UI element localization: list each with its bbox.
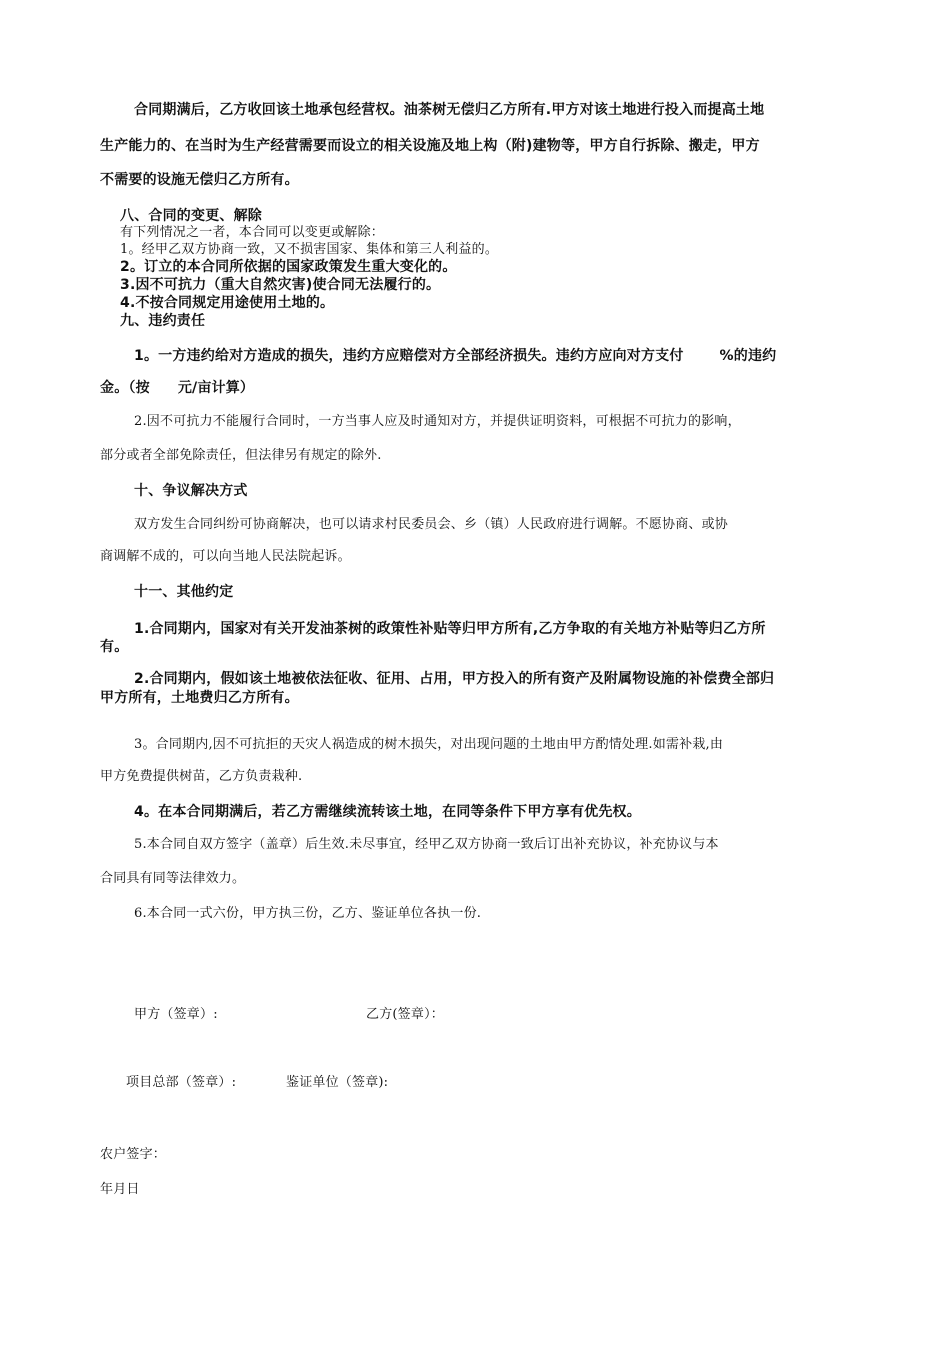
clause8-item-2: 2。订立的本合同所依据的国家政策发生重大变化的。 (120, 259, 457, 275)
clause11-item5-line2: 合同具有同等法律效力。 (100, 871, 246, 886)
clause11-heading: 十一、其他约定 (134, 584, 234, 600)
clause9-item2-line2: 部分或者全部免除责任，但法律另有规定的除外. (100, 448, 382, 463)
clause9-item2-line1: 2.因不可抗力不能履行合同时，一方当事人应及时通知对方，并提供证明资料，可根据不可抗力的影响， (134, 414, 741, 429)
clause10-line1: 双方发生合同纠纷可协商解决，也可以请求村民委员会、乡（镇）人民政府进行调解。不愿协商、或协 (134, 517, 729, 532)
clause11-item1-line2: 有。 (100, 639, 129, 655)
clause11-item2-line1: 2.合同期内，假如该土地被依法征收、征用、占用，甲方投入的所有资产及附属物设施的补偿费全部归 (134, 671, 775, 687)
farmer-signature: 农户签字： (100, 1147, 167, 1162)
clause9-item1-text: 1。一方违约给对方造成的损失，违约方应赔偿对方全部经济损失。违约方应向对方支付 (134, 348, 684, 364)
clause9-item1-basis-unit: 元/亩计算） (177, 380, 255, 396)
signature-party-a: 甲方（签章）: (134, 1007, 218, 1022)
clause8-intro: 有下列情况之一者，本合同可以变更或解除： (120, 225, 385, 240)
clause9-item1-line2 (100, 378, 860, 398)
clause9-heading: 九、违约责任 (120, 313, 206, 329)
signature-project-hq: 项目总部（签章）: (126, 1075, 237, 1090)
clause8-item-3: 3.因不可抗力（重大自然灾害)使合同无法履行的。 (120, 277, 441, 293)
clause8-heading: 八、合同的变更、解除 (120, 208, 262, 224)
clause11-item5-line1: 5.本合同自双方签字（盖章）后生效.未尽事宜，经甲乙双方协商一致后订出补充协议，补充协议与本 (134, 837, 719, 852)
signature-verifier: 鉴证单位（签章): (286, 1075, 389, 1090)
clause7-line1: 合同期满后，乙方收回该土地承包经营权。油茶树无偿归乙方所有.甲方对该土地进行投入而提高土地 (134, 102, 765, 118)
clause8-item-1: 1。经甲乙双方协商一致，又不损害国家、集体和第三人利益的。 (120, 242, 499, 257)
clause11-item4: 4。在本合同期满后，若乙方需继续流转该土地，在同等条件下甲方享有优先权。 (134, 804, 641, 820)
clause11-item6: 6.本合同一式六份，甲方执三份，乙方、鉴证单位各执一份. (134, 906, 482, 921)
clause9-item1-basis-prefix: 金。（按 (100, 380, 150, 396)
clause11-item1-line1: 1.合同期内，国家对有关开发油茶树的政策性补贴等归甲方所有,乙方争取的有关地方补贴等归乙方所 (134, 621, 766, 637)
clause9-penalty-rate-suffix: %的违约 (719, 348, 777, 364)
clause9-item1-line1 (134, 346, 894, 366)
clause7-line2: 生产能力的、在当时为生产经营需要而设立的相关设施及地上构（附)建物等，甲方自行拆除、搬走，甲方 (100, 138, 760, 154)
clause10-heading: 十、争议解决方式 (134, 483, 248, 499)
signature-date: 年月日 (100, 1182, 140, 1197)
clause7-line3: 不需要的设施无偿归乙方所有。 (100, 172, 299, 188)
clause11-item3-line1: 3。合同期内,因不可抗拒的天灾人祸造成的树木损失，对出现问题的土地由甲方酌情处理.如需补栽,由 (134, 737, 724, 752)
signature-party-b: 乙方(签章）： (366, 1007, 444, 1022)
clause10-line2: 商调解不成的，可以向当地人民法院起诉。 (100, 549, 351, 564)
clause8-item-4: 4.不按合同规定用途使用土地的。 (120, 295, 335, 311)
clause11-item3-line2: 甲方免费提供树苗，乙方负责栽种. (100, 769, 303, 784)
clause11-item2-line2: 甲方所有，土地费归乙方所有。 (100, 690, 299, 706)
